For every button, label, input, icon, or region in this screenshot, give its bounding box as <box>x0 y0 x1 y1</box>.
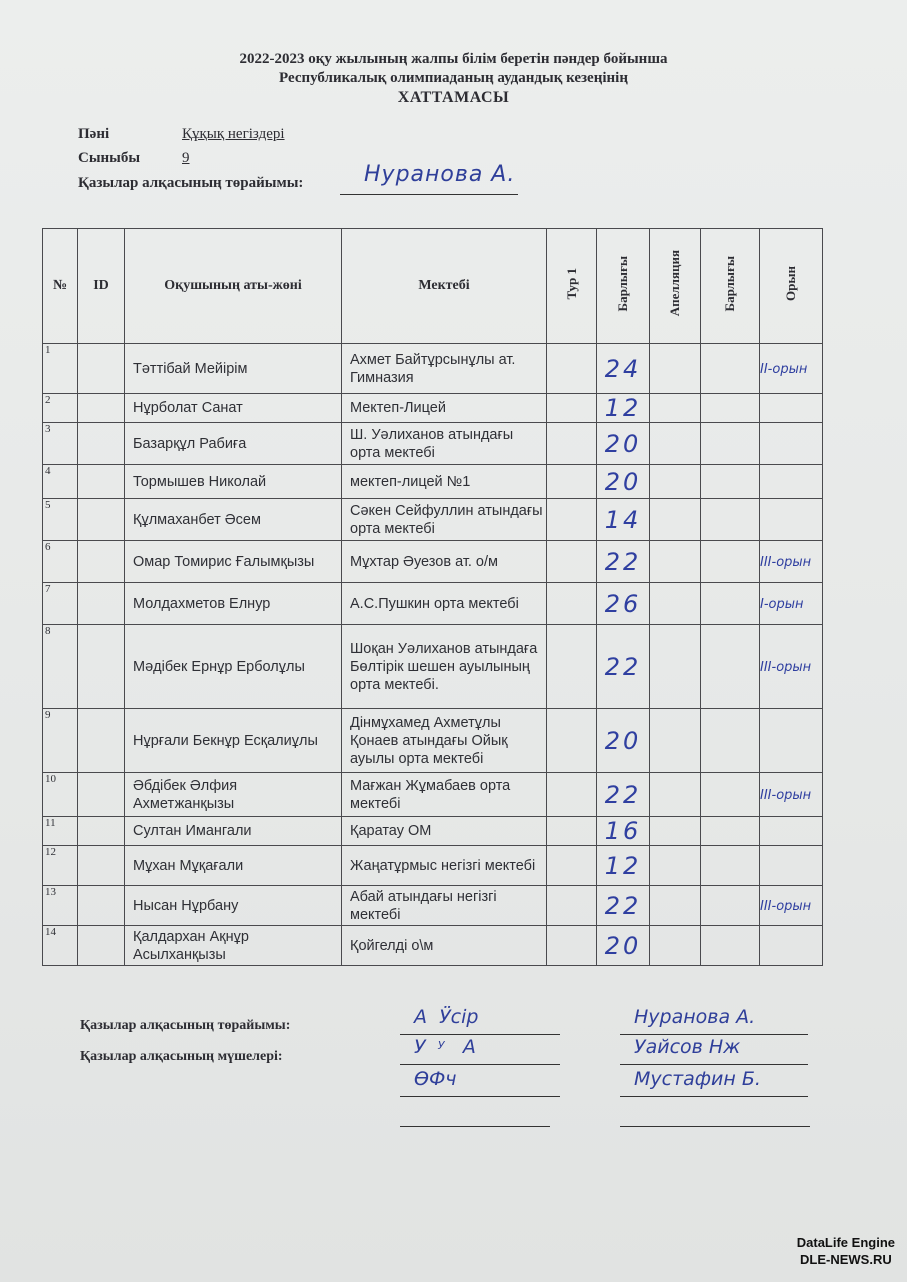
table-row <box>43 926 823 966</box>
table-row <box>43 344 823 394</box>
school-name: Дінмұхамед Ахметұлы Қонаев атындағы Ойық ауылы орта мектебі <box>342 709 547 773</box>
row-id <box>78 773 125 817</box>
left-signature-4 <box>400 1102 550 1127</box>
place-award-text: II-орын <box>760 361 808 377</box>
subject-label: Пәні <box>78 126 110 142</box>
school-name: А.С.Пушкин орта мектебі <box>342 583 547 625</box>
row-number: 13 <box>43 886 78 926</box>
tour1-score <box>547 817 597 846</box>
student-name: Базарқұл Рабиға <box>125 423 342 465</box>
row-number: 11 <box>43 817 78 846</box>
school-name: Мұхтар Әуезов ат. о/м <box>342 541 547 583</box>
place-award <box>760 499 823 541</box>
final-total <box>701 709 760 773</box>
tour1-score <box>547 465 597 499</box>
table-row <box>43 625 823 709</box>
footer-chair-label: Қазылар алқасының төрайымы: <box>80 1018 291 1033</box>
place-award <box>760 541 823 583</box>
final-total <box>701 846 760 886</box>
school-name: Қаратау ОМ <box>342 817 547 846</box>
row-id <box>78 926 125 966</box>
place-award <box>760 583 823 625</box>
final-total <box>701 926 760 966</box>
total-score <box>597 886 650 926</box>
chair-label: Қазылар алқасының төрайымы: <box>78 175 304 191</box>
appeal-score <box>650 846 701 886</box>
total-score <box>597 465 650 499</box>
chair-row <box>78 175 303 192</box>
tour1-score <box>547 541 597 583</box>
place-award <box>760 886 823 926</box>
total-score-text: 22 <box>604 652 642 681</box>
footer-members-label: Қазылар алқасының мүшелері: <box>80 1049 283 1064</box>
total-score-text: 20 <box>604 726 642 755</box>
place-award-text: I-орын <box>760 596 804 612</box>
total-score <box>597 344 650 394</box>
row-number: 3 <box>43 423 78 465</box>
row-number: 12 <box>43 846 78 886</box>
table-row <box>43 423 823 465</box>
col-header-name: Оқушының аты-жөні <box>125 229 342 344</box>
tour1-score <box>547 709 597 773</box>
grade-value: 9 <box>182 150 190 166</box>
student-name: Тәттібай Мейірім <box>125 344 342 394</box>
grade-label: Сыныбы <box>78 150 141 166</box>
appeal-score <box>650 625 701 709</box>
place-award <box>760 846 823 886</box>
appeal-label: Апелляция <box>667 250 682 317</box>
total-score <box>597 773 650 817</box>
table-row <box>43 886 823 926</box>
chair-signature: Нуранова А. <box>364 162 516 187</box>
school-name: Мағжан Жұмабаев орта мектебі <box>342 773 547 817</box>
watermark-line-2: DLE-NEWS.RU <box>800 1252 892 1267</box>
place-award-text: III-орын <box>760 554 812 570</box>
total-score <box>597 846 650 886</box>
row-number: 10 <box>43 773 78 817</box>
document-header <box>0 50 907 107</box>
row-id <box>78 709 125 773</box>
school-name: Ахмет Байтұрсынұлы ат. Гимназия <box>342 344 547 394</box>
final-total <box>701 465 760 499</box>
appeal-score <box>650 817 701 846</box>
subject-row <box>78 126 285 143</box>
row-number: 5 <box>43 499 78 541</box>
watermark-line-1: DataLife Engine <box>796 1235 895 1250</box>
row-id <box>78 886 125 926</box>
student-name: Нысан Нұрбану <box>125 886 342 926</box>
student-name: Нұрғали Бекнұр Есқалиұлы <box>125 709 342 773</box>
col-header-appeal <box>650 229 701 344</box>
total-score-text: 26 <box>604 589 642 618</box>
tour1-score <box>547 773 597 817</box>
final-total <box>701 423 760 465</box>
appeal-score <box>650 583 701 625</box>
school-name: Ш. Уәлиханов атындағы орта мектебі <box>342 423 547 465</box>
row-number: 2 <box>43 394 78 423</box>
place-award <box>760 394 823 423</box>
total-score-text: 22 <box>604 547 642 576</box>
school-name: Абай атындағы негізгі мектебі <box>342 886 547 926</box>
table-row <box>43 583 823 625</box>
place-award <box>760 465 823 499</box>
student-name: Мұхан Мұқағали <box>125 846 342 886</box>
col-header-tour1 <box>547 229 597 344</box>
total-score-text: 24 <box>604 354 642 383</box>
place-label: Орын <box>783 266 798 301</box>
appeal-score <box>650 709 701 773</box>
col-header-id: ID <box>78 229 125 344</box>
student-name: Қалдархан Ақнұр Асылханқызы <box>125 926 342 966</box>
tour1-score <box>547 926 597 966</box>
table-row <box>43 846 823 886</box>
place-award <box>760 773 823 817</box>
final-total <box>701 817 760 846</box>
left-signature-2: У ʸ А <box>400 1040 560 1065</box>
school-name: Шоқан Уәлиханов атындаға Бөлтірік шешен ауылының орта мектебі. <box>342 625 547 709</box>
total-score <box>597 926 650 966</box>
total-score-text: 22 <box>604 780 642 809</box>
total-score-text: 20 <box>604 429 642 458</box>
place-award <box>760 817 823 846</box>
row-id <box>78 817 125 846</box>
student-name: Әбдібек Әлфия Ахметжанқызы <box>125 773 342 817</box>
row-number: 7 <box>43 583 78 625</box>
total2-label: Барлығы <box>722 255 737 312</box>
subject-value: Құқық негіздері <box>182 126 285 142</box>
right-signature-2 <box>620 1036 808 1065</box>
total-score <box>597 499 650 541</box>
row-number: 4 <box>43 465 78 499</box>
tour1-score <box>547 423 597 465</box>
total-score-text: 20 <box>604 931 642 960</box>
table-row <box>43 394 823 423</box>
total-score-text: 14 <box>604 505 642 534</box>
appeal-score <box>650 926 701 966</box>
row-number: 14 <box>43 926 78 966</box>
table-row <box>43 499 823 541</box>
col-header-total2 <box>701 229 760 344</box>
total-score <box>597 394 650 423</box>
watermark <box>797 1234 895 1268</box>
row-id <box>78 541 125 583</box>
row-id <box>78 499 125 541</box>
total-score-text: 20 <box>604 467 642 496</box>
total-score <box>597 817 650 846</box>
right-signature-1-text: Нуранова А. <box>634 1006 756 1028</box>
left-signature-3: ӨФч <box>400 1072 560 1097</box>
appeal-score <box>650 344 701 394</box>
row-number: 1 <box>43 344 78 394</box>
school-name: Мектеп-Лицей <box>342 394 547 423</box>
appeal-score <box>650 886 701 926</box>
total-score-text: 12 <box>604 394 642 422</box>
place-award <box>760 423 823 465</box>
student-name: Султан Имангали <box>125 817 342 846</box>
table-row <box>43 817 823 846</box>
row-number: 9 <box>43 709 78 773</box>
tour1-score <box>547 625 597 709</box>
place-award <box>760 344 823 394</box>
col-header-place <box>760 229 823 344</box>
table-row <box>43 773 823 817</box>
table-row <box>43 541 823 583</box>
total-score-text: 22 <box>604 891 642 920</box>
school-name: Сәкен Сейфуллин атындағы орта мектебі <box>342 499 547 541</box>
place-award <box>760 926 823 966</box>
student-name: Құлмаханбет Әсем <box>125 499 342 541</box>
results-table <box>42 228 823 966</box>
place-award <box>760 709 823 773</box>
tour1-score <box>547 394 597 423</box>
appeal-score <box>650 465 701 499</box>
final-total <box>701 583 760 625</box>
total-score <box>597 625 650 709</box>
row-id <box>78 394 125 423</box>
tour1-score <box>547 344 597 394</box>
total-score <box>597 709 650 773</box>
appeal-score <box>650 541 701 583</box>
tour1-score <box>547 886 597 926</box>
student-name: Омар Томирис Ғалымқызы <box>125 541 342 583</box>
tour1-label: Тур 1 <box>563 267 579 300</box>
table-row <box>43 709 823 773</box>
place-award-text: III-орын <box>760 898 812 914</box>
total-score <box>597 423 650 465</box>
right-signature-2-text: Уайсов Нж <box>634 1036 741 1058</box>
place-award-text: III-орын <box>760 787 812 803</box>
appeal-score <box>650 773 701 817</box>
total1-label: Барлығы <box>615 255 630 312</box>
chair-signature-line <box>340 160 518 195</box>
student-name: Тормышев Николай <box>125 465 342 499</box>
student-name: Мәдібек Ернұр Ерболұлы <box>125 625 342 709</box>
appeal-score <box>650 423 701 465</box>
row-id <box>78 583 125 625</box>
place-award-text: III-орын <box>760 659 812 675</box>
header-line-1: 2022-2023 оқу жылының жалпы білім беретін пәндер бойынша <box>239 51 668 67</box>
row-id <box>78 465 125 499</box>
grade-row <box>78 150 190 167</box>
total-score-text: 16 <box>604 817 642 845</box>
row-number: 6 <box>43 541 78 583</box>
total-score-text: 12 <box>604 851 642 880</box>
appeal-score <box>650 499 701 541</box>
header-title: ХАТТАМАСЫ <box>397 89 510 106</box>
tour1-score <box>547 846 597 886</box>
final-total <box>701 625 760 709</box>
right-signature-3 <box>620 1068 808 1097</box>
final-total <box>701 886 760 926</box>
school-name: Жаңатұрмыс негізгі мектебі <box>342 846 547 886</box>
header-line-2: Республикалық олимпиаданың аудандық кезеңінің <box>279 70 628 86</box>
col-header-no: № <box>43 229 78 344</box>
right-signature-3-text: Мустафин Б. <box>634 1068 761 1090</box>
place-award <box>760 625 823 709</box>
student-name: Нұрболат Санат <box>125 394 342 423</box>
total-score <box>597 541 650 583</box>
final-total <box>701 541 760 583</box>
tour1-score <box>547 583 597 625</box>
final-total <box>701 499 760 541</box>
col-header-total1 <box>597 229 650 344</box>
left-signature-1: А Ӱсір <box>400 1010 560 1035</box>
student-name: Молдахметов Елнур <box>125 583 342 625</box>
row-id <box>78 625 125 709</box>
table-row <box>43 465 823 499</box>
col-header-school: Мектебі <box>342 229 547 344</box>
appeal-score <box>650 394 701 423</box>
row-number: 8 <box>43 625 78 709</box>
row-id <box>78 846 125 886</box>
right-signature-4 <box>620 1102 810 1127</box>
final-total <box>701 344 760 394</box>
row-id <box>78 423 125 465</box>
total-score <box>597 583 650 625</box>
school-name: Қойгелді о\м <box>342 926 547 966</box>
row-id <box>78 344 125 394</box>
table-header-row <box>43 229 823 344</box>
final-total <box>701 773 760 817</box>
right-signature-1 <box>620 1006 808 1035</box>
final-total <box>701 394 760 423</box>
school-name: мектеп-лицей №1 <box>342 465 547 499</box>
tour1-score <box>547 499 597 541</box>
